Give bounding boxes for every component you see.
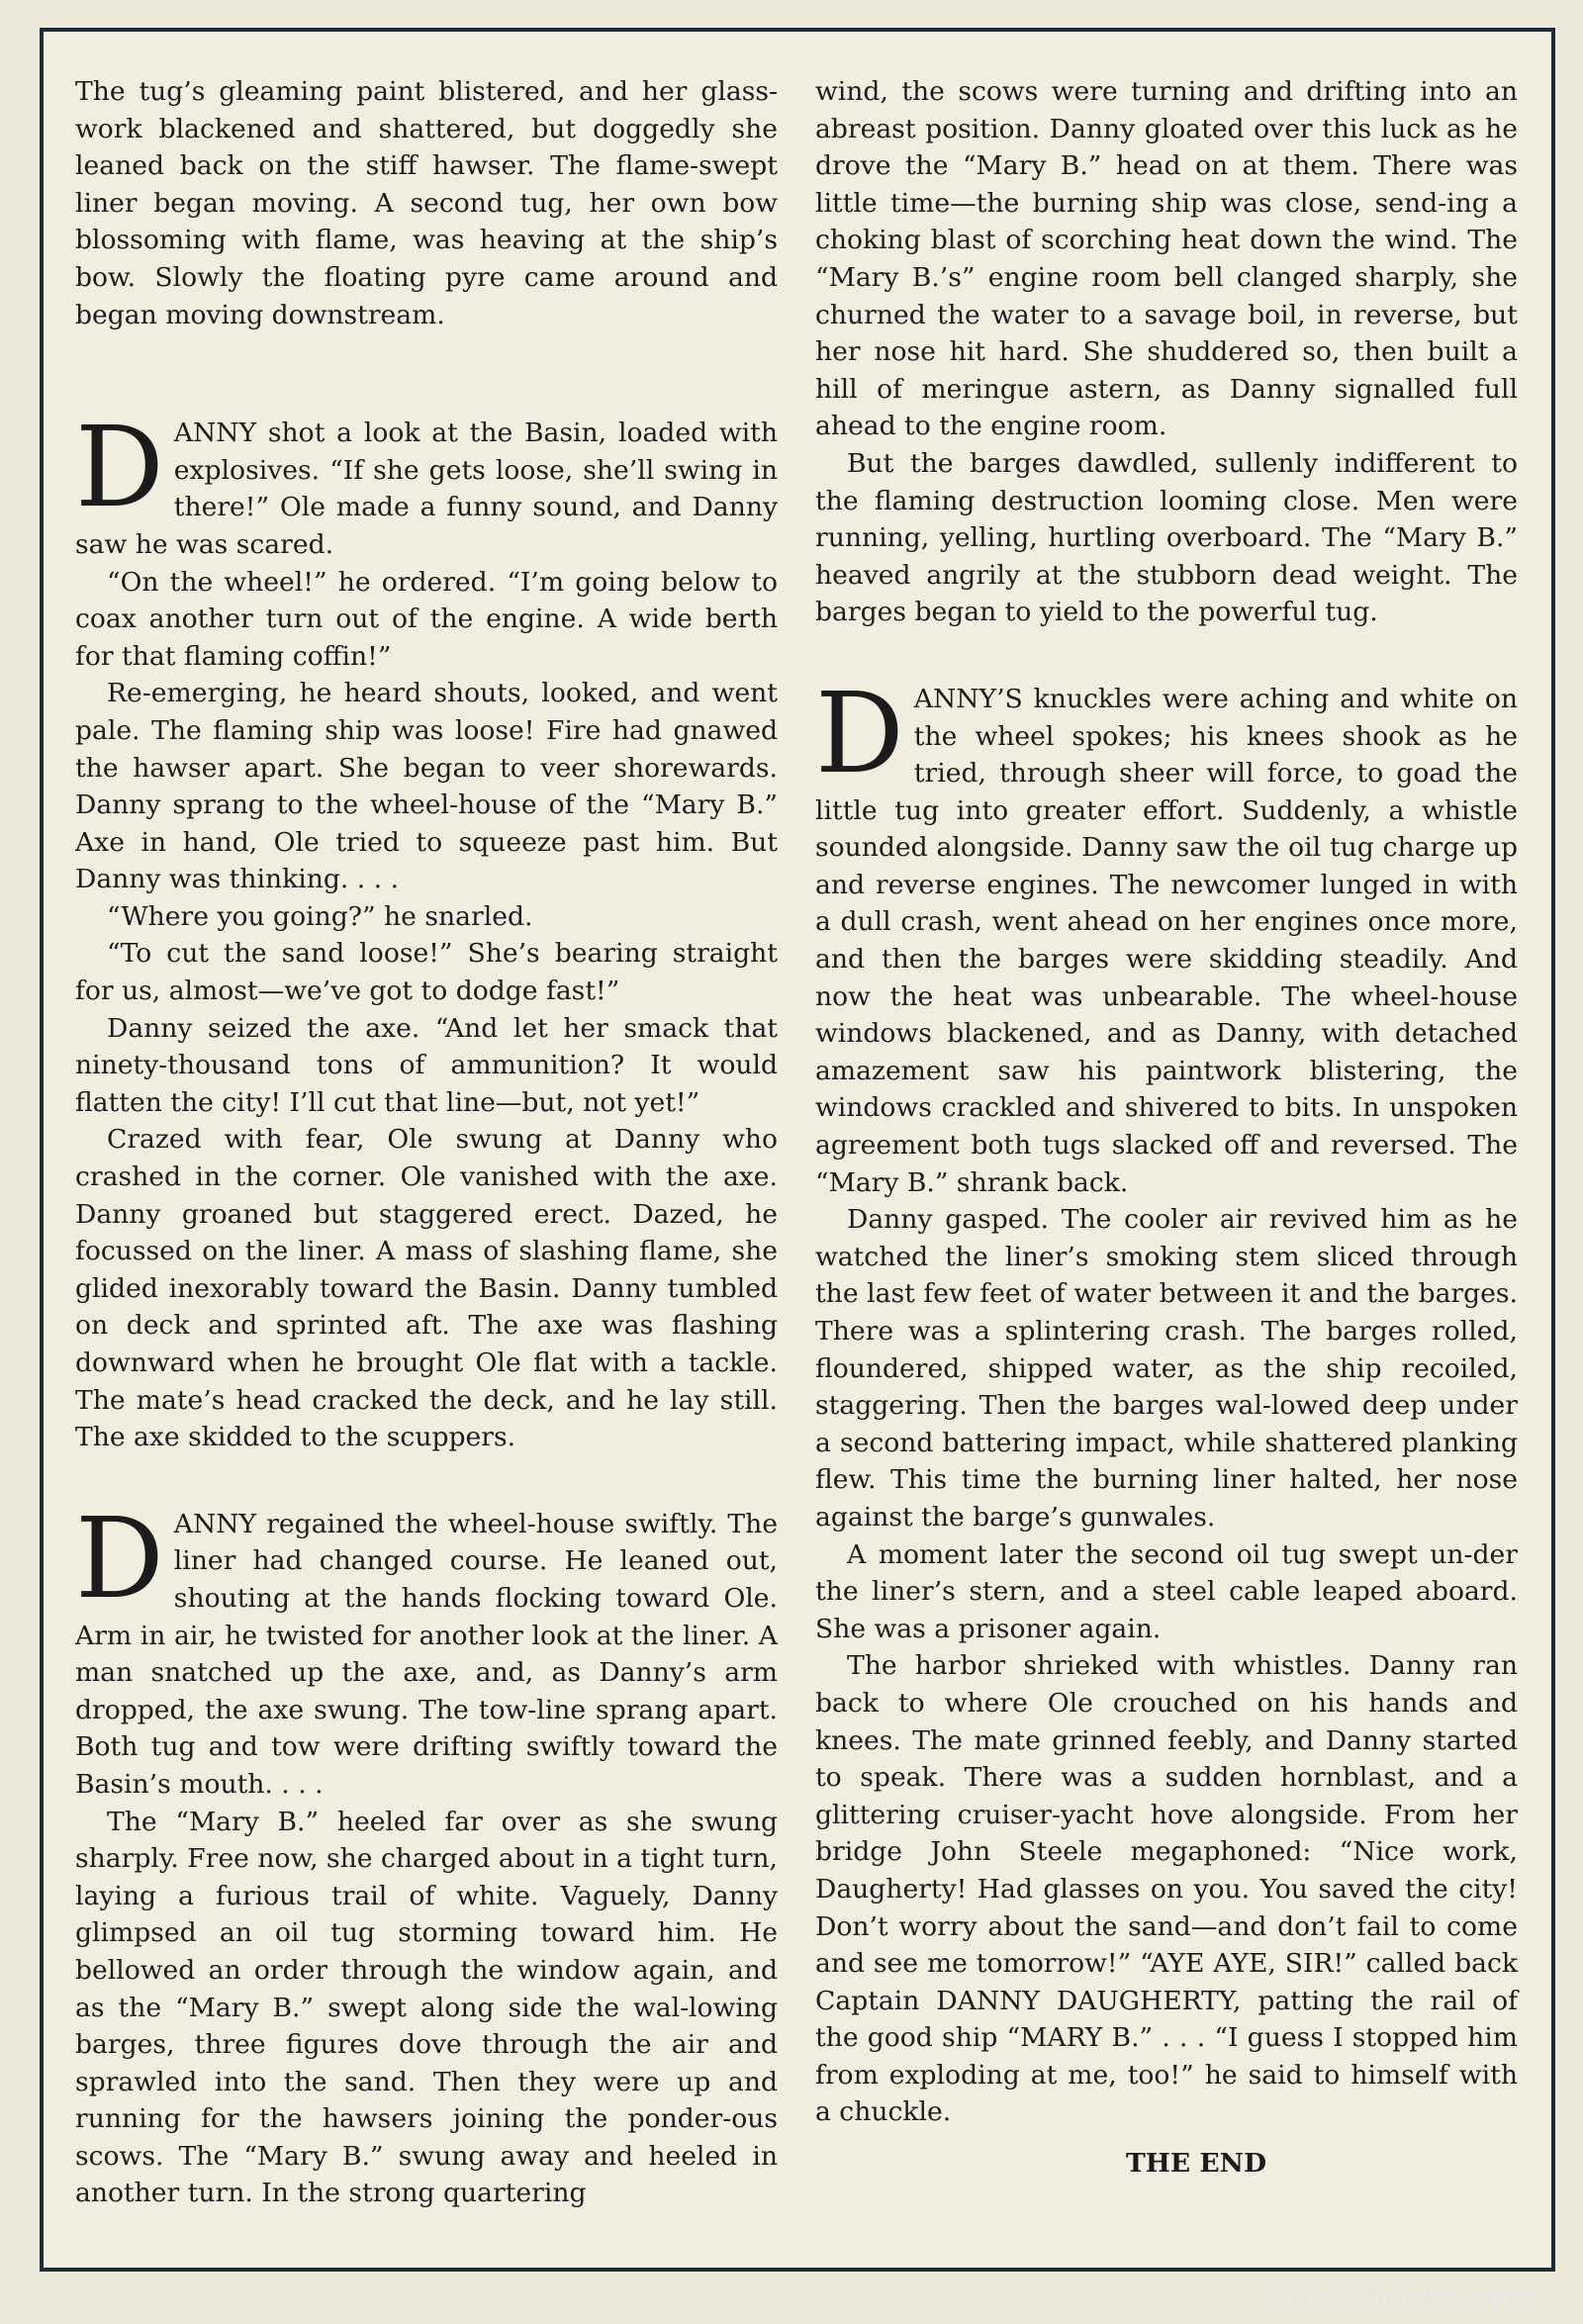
- paragraph-text: ANNY regained the wheel-house swiftly. The liner had changed course. He leaned out, shouting at the hands flocking toward Ole. Arm in air, he twisted for another look at the liner. A man snatched up the axe, and, as Danny’s arm dropped, the axe swung. The tow-line sprang apart. Both tug and tow were drifting swiftly toward the Basin’s mouth. . . .: [75, 1508, 778, 1800]
- paragraph: wind, the scows were turning and drifting into an abreast position. Danny gloated over this luck as he drove the “Mary B.” head on at them. There was little time—the burning ship was close, send-ing a choking blast of scorching heat down the wind. The “Mary B.’s” engine room bell clanged sharply, she churned the water to a savage boil, in reverse, but her nose hit hard. She shuddered so, then built a hill of meringue astern, as Danny signalled full ahead to the engine room.: [815, 76, 1518, 442]
- drop-cap: D: [75, 404, 164, 533]
- paragraph: “To cut the sand loose!” She’s bearing straight for us, almost—we’ve got to dodge fast!”: [75, 938, 778, 1007]
- paragraph: “On the wheel!” he ordered. “I’m going below to coax another turn out of the engine. A wide berth for that flaming coffin!”: [75, 566, 778, 672]
- paragraph: [815, 669, 1518, 1201]
- drop-cap: D: [815, 669, 904, 798]
- paragraph: A moment later the second oil tug swept un-der the liner’s stern, and a steel cable leaped aboard. She was a prisoner again.: [815, 1538, 1518, 1644]
- section-break: [815, 631, 1518, 681]
- paragraph: The “Mary B.” heeled far over as she swung sharply. Free now, she charged about in a tight turn, laying a furious trail of white. Vaguely, Danny glimpsed an oil tug storming toward him. He bellowed an order through the window again, and as the “Mary B.” swept along side the wal-lowing barges, three figures dove through the air and sprawled into the sand. Then they were up and running for the hawsers joining the ponder-ous scows. The “Mary B.” swung away and heeled in another turn. In the strong quartering: [75, 1806, 778, 2209]
- paragraph: Crazed with fear, Ole swung at Danny who crashed in the corner. Ole vanished with the axe. Danny groaned but staggered erect. Dazed, he focussed on the liner. A mass of slashing flame, she glided inexorably toward the Basin. Danny tumbled on deck and sprinted aft. The axe was flashing downward when he brought Ole flat with a tackle. The mate’s head cracked the deck, and he lay still. The axe skidded to the scuppers.: [75, 1124, 778, 1453]
- paragraph: “Where you going?” he snarled.: [107, 900, 533, 932]
- paragraph: [75, 1494, 778, 1804]
- paragraph: The harbor shrieked with whistles. Danny ran back to where Ole crouched on his hands and knees. The mate grinned feebly, and Danny started to speak. There was a sudden hornblast, and a glittering cruiser-yacht hove alongside. From her bridge John Steele megaphoned: “Nice work, Daugherty! Had glasses on you. You saved the city! Don’t worry about the sand—and don’t fail to come and see me tomorrow!” “AYE AYE, SIR!” called back Captain DANNY DAUGHERTY, patting the rail of the good ship “MARY B.” . . . “I guess I stopped him from exploding at me, too!” he said to himself with a chuckle.: [815, 1650, 1518, 2128]
- paragraph: Re-emerging, he heard shouts, looked, and went pale. The flaming ship was loose! Fire had gnawed the hawser apart. She began to veer shorewards. Danny sprang to the wheel-house of the “Mary B.” Axe in hand, Ole tried to squeeze past him. But Danny was thinking. . . .: [75, 678, 778, 895]
- the-end-label: THE END: [1125, 2148, 1267, 2180]
- watermark-text: comicbooks.com: [1272, 2279, 1536, 2314]
- story-page: [40, 28, 1555, 2272]
- section-break: [75, 333, 778, 415]
- section-break: [75, 1456, 778, 1506]
- paragraph: But the barges dawdled, sullenly indifferent to the flaming destruction looming close. Men were running, yelling, hurtling overboard. The “Mary B.” heaved angrily at the stubborn dead weight. The barges began to yield to the powerful tug.: [815, 447, 1518, 628]
- drop-cap: D: [75, 1494, 164, 1624]
- paragraph-text: ANNY shot a look at the Basin, loaded with explosives. “If she gets loose, she’ll swing in there!” Ole made a funny sound, and Danny saw he was scared.: [75, 418, 778, 560]
- paragraph: [75, 404, 778, 563]
- paragraph: The tug’s gleaming paint blistered, and her glass-work blackened and shattered, but doggedly she leaned back on the stiff hawser. The flame-swept liner began moving. A second tug, her own bow blossoming with flame, was heaving at the ship’s bow. Slowly the floating pyre came around and began moving downstream.: [75, 76, 778, 330]
- paragraph-text: ANNY’S knuckles were aching and white on the wheel spokes; his knees shook as he tried, through sheer will force, to goad the little tug into greater effort. Suddenly, a whistle sounded alongside. Danny saw the oil tug charge up and reverse engines. The newcomer lunged in with a dull crash, went ahead on her engines once more, and then the barges were skidding steadily. And now the heat was unbearable. The wheel-house windows blackened, and as Danny, with detached amazement saw his paintwork blistering, the windows crackled and shivered to bits. In unspoken agreement both tugs slacked off and reversed. The “Mary B.” shrank back.: [815, 683, 1518, 1198]
- left-column: [75, 73, 778, 2212]
- paragraph: Danny seized the axe. “And let her smack that ninety-thousand tons of ammunition? It would flatten the city! I’ll cut that line—but, not yet!”: [75, 1012, 778, 1118]
- right-column: [815, 73, 1518, 2183]
- paragraph: Danny gasped. The cooler air revived him as he watched the liner’s smoking stem sliced through the last few feet of water between it and the barges. There was a splintering crash. The barges rolled, floundered, shipped water, as the ship recoiled, staggering. Then the barges wal-lowed deep under a second battering impact, while shattered planking flew. This time the burning liner halted, her nose against the barge’s gunwales.: [815, 1204, 1518, 1533]
